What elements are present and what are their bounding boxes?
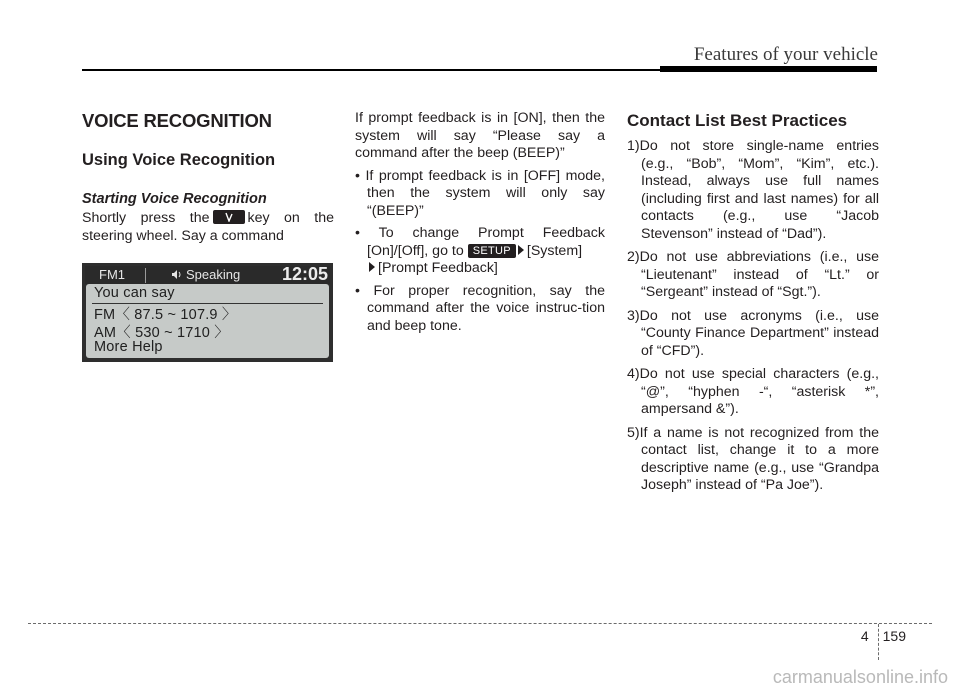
- bullet-text: [Prompt Feedback]: [378, 260, 498, 276]
- bullet-item: • For proper recognition, say the command after the voice instruc-tion and beep tone.: [355, 282, 605, 334]
- subsection-heading: Using Voice Recognition: [82, 151, 276, 169]
- bullet-item: [355, 225, 605, 278]
- start-text-a: Shortly press the: [82, 210, 210, 226]
- header-rule: [82, 69, 660, 71]
- list-item: 5)If a name is not recognized from the contact list, change it to a more descriptive name (e.g., use “Grandpa Joseph” instead of “Pa Joe”).: [627, 424, 879, 493]
- lcd-line: You can say: [94, 285, 175, 301]
- lcd-status-bar: [85, 266, 330, 284]
- lcd-line: AM〈 530 ~ 1710 〉: [94, 325, 229, 341]
- lcd-speaking: [171, 267, 240, 282]
- lcd-band: FM1: [99, 267, 125, 282]
- arrow-right-icon: [369, 262, 375, 272]
- column-2: [355, 110, 605, 335]
- start-text-b: key on the steering wheel. Say a command: [82, 210, 334, 244]
- header-title: Features of your vehicle: [693, 44, 878, 65]
- bullet-text: • To change Prompt Feedback [On]/[Off], go to: [355, 225, 605, 259]
- lcd-status: Speaking: [186, 267, 241, 282]
- watermark: carmanualsonline.info: [772, 667, 948, 687]
- page-number: [861, 628, 906, 644]
- subsubsection-heading: Starting Voice Recognition: [82, 191, 267, 207]
- feedback-paragraph: If prompt feedback is in [ON], then the system will say “Please say a command after the beep (BEEP)”: [355, 110, 605, 161]
- header-bar: [660, 66, 877, 72]
- footer-rule: [28, 623, 932, 624]
- lcd-time: 12:05: [281, 264, 328, 284]
- arrow-right-icon: [518, 245, 524, 255]
- list-item: 4)Do not use special characters (e.g., “@”, “hyphen -“, “asterisk *”, ampersand &”).: [627, 366, 879, 417]
- lcd-separator: [145, 268, 146, 283]
- list-item: 1)Do not store single-name entries (e.g., “Bob”, “Mom”, “Kim”, etc.). Instead, always use full names (including first and last names) for all contacts (e.g., use “Jacob Stevenson” instead of “Dad”).: [627, 138, 879, 242]
- section-heading: VOICE RECOGNITION: [82, 110, 272, 131]
- lcd-screen: [86, 284, 329, 358]
- lcd-line: FM〈 87.5 ~ 107.9 〉: [94, 307, 237, 323]
- contact-heading: Contact List Best Practices: [627, 111, 848, 130]
- lcd-line: More Help: [94, 339, 163, 355]
- page-value: 159: [882, 628, 906, 644]
- start-paragraph: [82, 210, 334, 245]
- bullet-text: [System]: [526, 242, 583, 259]
- chapter-number: 4: [860, 628, 869, 644]
- speaker-icon: [171, 269, 182, 280]
- column-1: [82, 110, 334, 245]
- bullet-item: • If prompt feedback is in [OFF] mode, then the system will only say “(BEEP)”: [355, 167, 605, 219]
- list-item: 2)Do not use abbreviations (i.e., use “Lieutenant” instead of “Lt.” or “Sergeant” instead of “Sgt.”).: [627, 249, 879, 300]
- list-item: 3)Do not use acronyms (i.e., use “County Finance Department” instead of “CFD”).: [627, 307, 879, 359]
- setup-key-icon: SETUP: [468, 244, 516, 258]
- lcd-display-image: [82, 263, 333, 362]
- talk-button-icon: [213, 210, 245, 224]
- column-3: [627, 110, 879, 495]
